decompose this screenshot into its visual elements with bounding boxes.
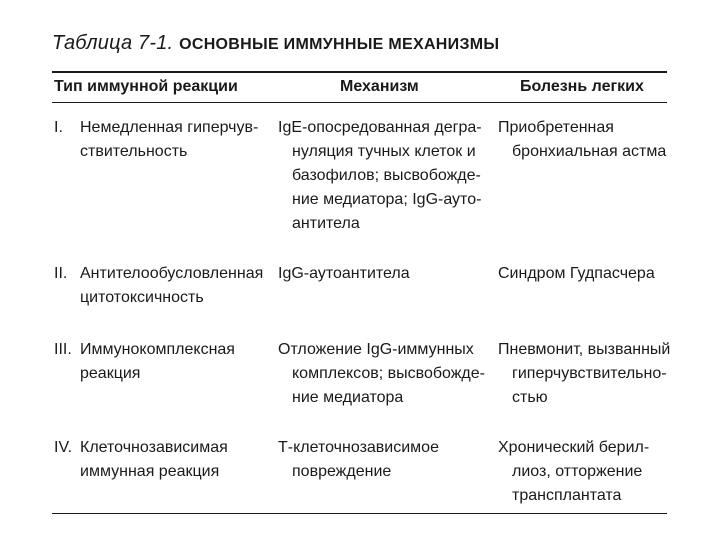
row-numeral: III. bbox=[54, 341, 72, 358]
table-title-prefix: Таблица 7-1. bbox=[52, 32, 174, 54]
row-numeral: II. bbox=[54, 265, 68, 282]
disease-line: Синдром Гудпасчера bbox=[498, 265, 655, 282]
disease-line: Приобретенная bbox=[498, 119, 614, 136]
reaction-type-line: Антителообусловленная bbox=[80, 265, 264, 282]
reaction-type-cell bbox=[54, 116, 272, 164]
mechanism-cell bbox=[278, 116, 490, 236]
mechanism-line: Отложение IgG-иммунных bbox=[278, 341, 474, 358]
lung-disease-cell bbox=[498, 338, 673, 410]
reaction-type-line: цитотоксичность bbox=[80, 289, 204, 306]
reaction-type-cell bbox=[54, 338, 272, 386]
top-rule bbox=[52, 71, 667, 73]
reaction-type-line: Немедленная гиперчув- bbox=[80, 119, 259, 136]
lung-disease-cell bbox=[498, 116, 673, 164]
disease-line: лиоз, отторжение bbox=[512, 463, 643, 480]
disease-line: бронхиальная астма bbox=[512, 143, 667, 160]
header-lung-disease: Болезнь легких bbox=[520, 78, 644, 95]
table-title bbox=[52, 32, 499, 55]
disease-line: трансплантата bbox=[512, 487, 622, 504]
disease-line: стью bbox=[512, 389, 548, 406]
lung-disease-cell bbox=[498, 436, 673, 508]
reaction-type-cell bbox=[54, 262, 272, 310]
bottom-rule bbox=[52, 513, 667, 514]
reaction-type-cell bbox=[54, 436, 272, 484]
mechanism-cell bbox=[278, 262, 490, 286]
row-numeral: IV. bbox=[54, 439, 73, 456]
mechanism-line: антитела bbox=[292, 215, 360, 232]
mechanism-line: IgG-аутоантитела bbox=[278, 265, 410, 282]
mechanism-line: повреждение bbox=[292, 463, 392, 480]
reaction-type-line: иммунная реакция bbox=[80, 463, 220, 480]
mechanism-line: комплексов; высвобожде- bbox=[292, 365, 485, 382]
disease-line: Хронический берил- bbox=[498, 439, 650, 456]
reaction-type-line: Клеточнозависимая bbox=[80, 439, 228, 456]
mechanism-line: Т-клеточнозависимое bbox=[278, 439, 439, 456]
mechanism-cell bbox=[278, 338, 490, 410]
mechanism-line: базофилов; высвобожде- bbox=[292, 167, 481, 184]
mechanism-line: IgE-опосредованная дегра- bbox=[278, 119, 482, 136]
mechanism-cell bbox=[278, 436, 490, 484]
disease-line: гиперчувствительно- bbox=[512, 365, 667, 382]
lung-disease-cell bbox=[498, 262, 673, 286]
row-numeral: I. bbox=[54, 119, 63, 136]
mechanism-line: ние медиатора bbox=[292, 389, 404, 406]
mechanism-line: нуляция тучных клеток и bbox=[292, 143, 476, 160]
header-rule bbox=[52, 102, 667, 103]
disease-line: Пневмонит, вызванный bbox=[498, 341, 671, 358]
mechanism-line: ние медиатора; IgG-ауто- bbox=[292, 191, 482, 208]
header-mechanism: Механизм bbox=[340, 78, 419, 95]
reaction-type-line: ствительность bbox=[80, 143, 188, 160]
header-reaction-type: Тип иммунной реакции bbox=[54, 78, 238, 95]
table-title-caption: ОСНОВНЫЕ ИММУННЫЕ МЕХАНИЗМЫ bbox=[179, 36, 500, 53]
reaction-type-line: реакция bbox=[80, 365, 141, 382]
reaction-type-line: Иммунокомплексная bbox=[80, 341, 235, 358]
